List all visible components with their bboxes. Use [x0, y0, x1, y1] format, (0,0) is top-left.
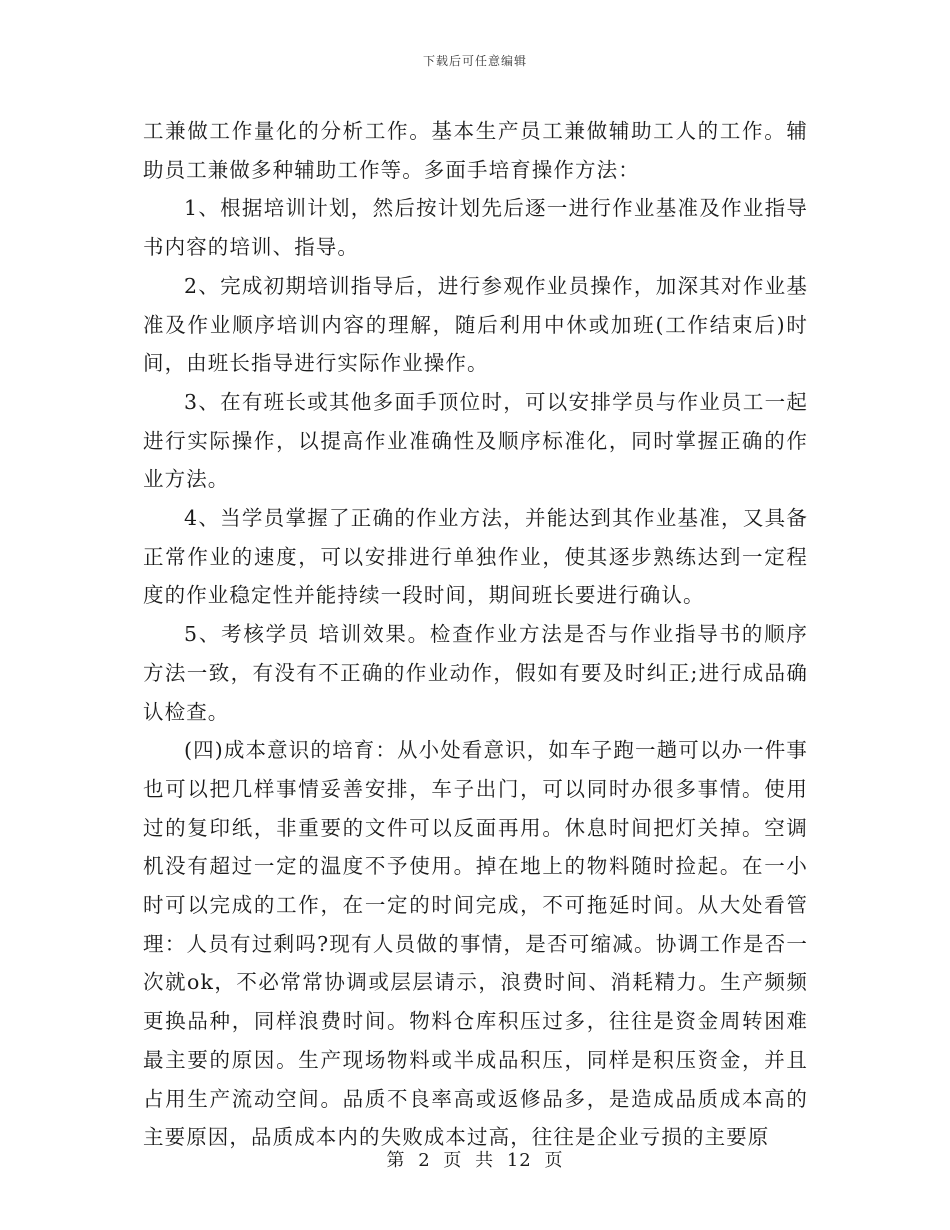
page-header: 下载后可任意编辑 [422, 54, 527, 68]
paragraph-continuation: 工兼做工作量化的分析工作。基本生产员工兼做辅助工人的工作。辅助员工兼做多种辅助工作等。多面手培育操作方法： [143, 119, 808, 182]
paragraph-cost-awareness: (四)成本意识的培育：从小处看意识，如车子跑一趟可以办一件事也可以把几样事情妥善安排，车子出门，可以同时办很多事情。使用过的复印纸，非重要的文件可以反面再用。休息时间把灯关掉。空调机没有超过一定的温度不予使用。掉在地上的物料随时捡起。在一小时可以完成的工作，在一定的时间完成，不可拖延时间。从大处看管理：人员有过剩吗?现有人员做的事情，是否可缩减。协调工作是否一次就ok，不必常常协调或层层请示，浪费时间、消耗精力。生产频频更换品种，同样浪费时间。物料仓库积压过多，往往是资金周转困难最主要的原因。生产现场物料或半成品积压，同样是积压资金，并且占用生产流动空间。品质不良率高或返修品多，是造成品质成本高的主要原因，品质成本内的失败成本过高，往往是企业亏损的主要原 [143, 738, 808, 1150]
document-body [143, 112, 808, 1157]
paragraph-step-2: 2、完成初期培训指导后，进行参观作业员操作，加深其对作业基准及作业顺序培训内容的理解，随后利用中休或加班(工作结束后)时间，由班长指导进行实际作业操作。 [143, 273, 808, 376]
paragraph-step-3: 3、在有班长或其他多面手顶位时，可以安排学员与作业员工一起进行实际操作，以提高作业准确性及顺序标准化，同时掌握正确的作业方法。 [143, 389, 808, 492]
paragraph-step-1: 1、根据培训计划，然后按计划先后逐一进行作业基准及作业指导书内容的培训、指导。 [143, 196, 808, 260]
page-number: 第 2 页 共 12 页 [386, 1150, 564, 1171]
paragraph-step-4: 4、当学员掌握了正确的作业方法，并能达到其作业基准，又具备正常作业的速度，可以安排进行单独作业，使其逐步熟练达到一定程度的作业稳定性并能持续一段时间，期间班长要进行确认。 [143, 506, 808, 608]
paragraph-step-5: 5、考核学员 培训效果。检查作业方法是否与作业指导书的顺序方法一致，有没有不正确的作业动作，假如有要及时纠正;进行成品确认检查。 [143, 622, 808, 724]
